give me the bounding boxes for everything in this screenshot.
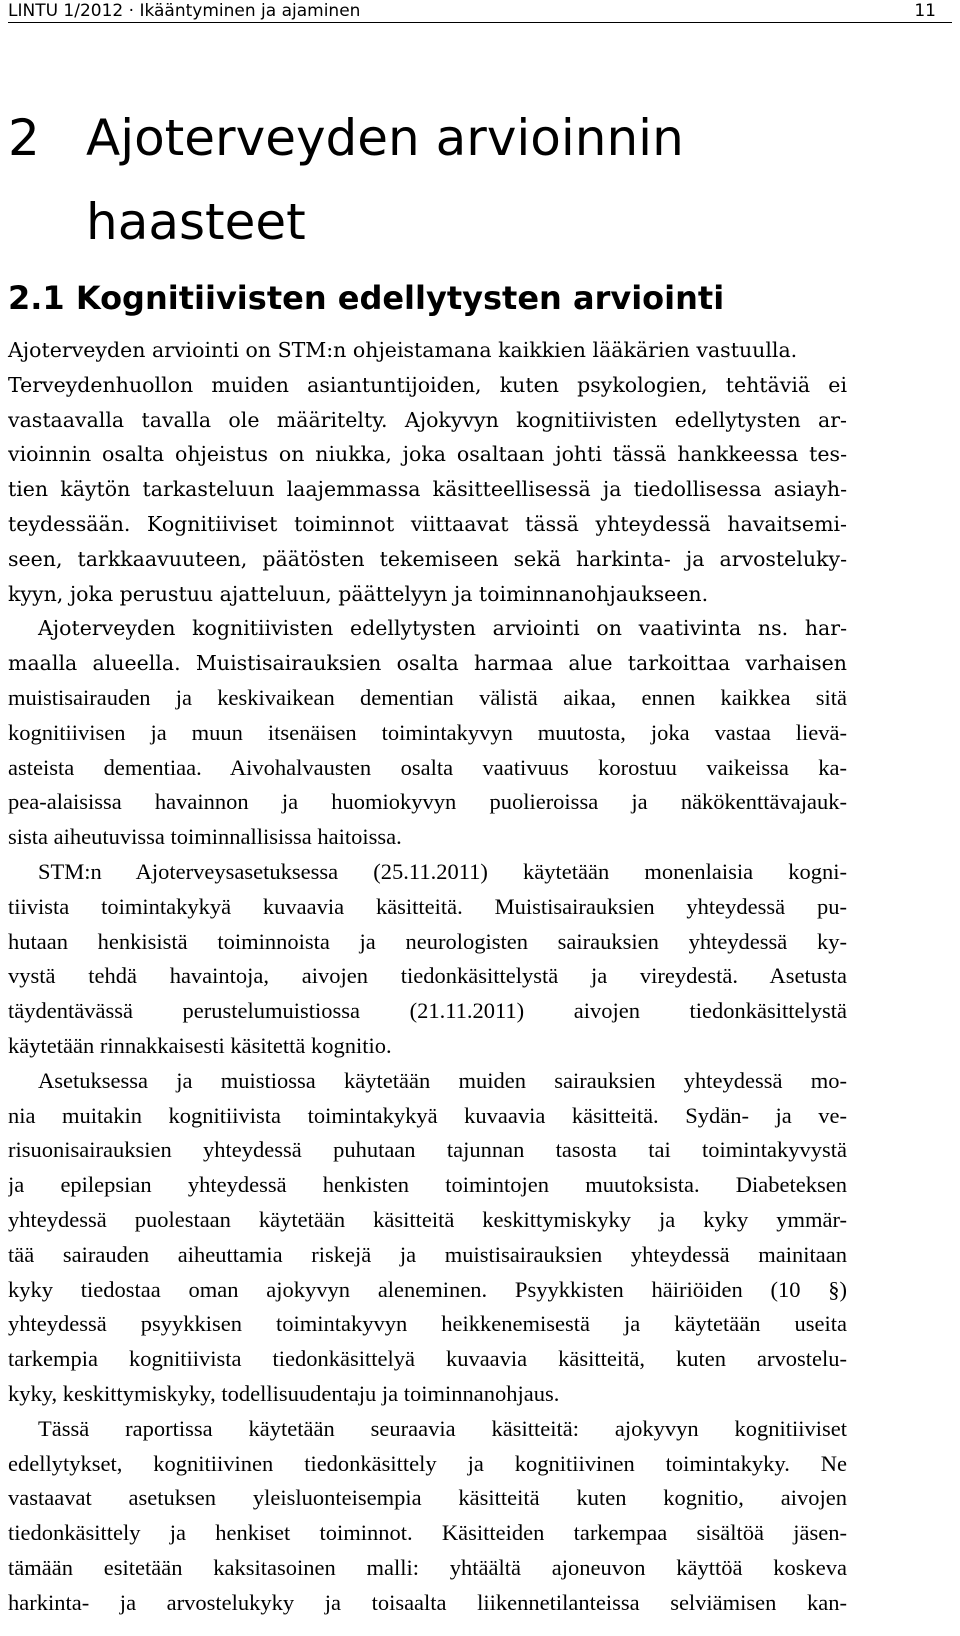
- body-line: kyyn, joka perustuu ajatteluun, päättelyyn ja toiminnanohjaukseen.: [8, 581, 709, 606]
- body-line: tien käytön tarkasteluun laajemmassa käsitteellisessä ja tiedollisessa asiayh-: [8, 477, 847, 502]
- running-header: [8, 0, 952, 23]
- body-line: vastaavalla tavalla ole määritelty. Ajokyvyn kognitiivisten edellytysten ar-: [8, 407, 847, 432]
- chapter-number: 2: [8, 109, 40, 167]
- page-number: 11: [914, 1, 936, 21]
- chapter-title-line-2: haasteet: [86, 193, 306, 251]
- chapter-title-line-1: Ajoterveyden arvioinnin: [86, 109, 684, 167]
- body-line: pea-alaisissa havainnon ja huomiokyvyn puolieroissa ja näkökenttävajauk-: [8, 789, 847, 815]
- body-line: edellytykset, kognitiivinen tiedonkäsittely ja kognitiivinen toimintakyky. Ne: [8, 1450, 847, 1476]
- body-text: [8, 333, 847, 1620]
- body-line: täydentävässä perustelumuistiossa (21.11.2011) aivojen tiedonkäsittelystä: [8, 998, 847, 1024]
- body-line: asteista dementiaa. Aivohalvausten osalta vaativuus korostuu vaikeissa ka-: [8, 754, 847, 780]
- body-line: sista aiheutuvissa toiminnallisissa haitoissa.: [8, 824, 402, 850]
- body-line: Ajoterveyden kognitiivisten edellytysten arviointi on vaativinta ns. har-: [38, 616, 847, 641]
- section-heading: 2.1 Kognitiivisten edellytysten arviointi: [8, 279, 725, 317]
- body-line: kyky tiedostaa oman ajokyvyn aleneminen. Psyykkisten häiriöiden (10 §): [8, 1276, 847, 1302]
- chapter-title: [86, 96, 906, 264]
- body-line: Asetuksessa ja muistiossa käytetään muiden sairauksien yhteydessä mo-: [38, 1067, 847, 1093]
- body-line: vastaavat asetuksen yleisluonteisempia käsitteitä kuten kognitio, aivojen: [8, 1485, 847, 1511]
- body-line: Tässä raportissa käytetään seuraavia käsitteitä: ajokyvyn kognitiiviset: [38, 1415, 847, 1441]
- body-line: vystä tehdä havaintoja, aivojen tiedonkäsittelystä ja vireydestä. Asetusta: [8, 963, 847, 989]
- body-line: nia muitakin kognitiivista toimintakykyä kuvaavia käsitteitä. Sydän- ja ve-: [8, 1102, 847, 1128]
- body-line: STM:n Ajoterveysasetuksessa (25.11.2011) käytetään monenlaisia kogni-: [38, 858, 847, 884]
- body-line: tiivista toimintakykyä kuvaavia käsitteitä. Muistisairauksien yhteydessä pu-: [8, 893, 847, 919]
- running-title: LINTU 1/2012 · Ikääntyminen ja ajaminen: [8, 1, 361, 21]
- body-line: teydessään. Kognitiiviset toiminnot viittaavat tässä yhteydessä havaitsemi-: [8, 511, 847, 536]
- body-line: vioinnin osalta ohjeistus on niukka, joka osaltaan johti tässä hankkeessa tes-: [8, 442, 847, 467]
- body-line: harkinta- ja arvostelukyky ja toisaalta liikennetilanteissa selviämisen kan-: [8, 1589, 847, 1615]
- body-line: Terveydenhuollon muiden asiantuntijoiden, kuten psykologien, tehtäviä ei: [8, 372, 847, 397]
- body-line: tiedonkäsittely ja henkiset toiminnot. Käsitteiden tarkempaa sisältöä jäsen-: [8, 1520, 847, 1546]
- body-line: muistisairauden ja keskivaikean dementian välistä aikaa, ennen kaikkea sitä: [8, 684, 847, 710]
- body-line: käytetään rinnakkaisesti käsitettä kognitio.: [8, 1032, 392, 1058]
- body-line: hutaan henkisistä toiminnoista ja neurologisten sairauksien yhteydessä ky-: [8, 928, 847, 954]
- body-line: tää sairauden aiheuttamia riskejä ja muistisairauksien yhteydessä mainitaan: [8, 1241, 847, 1267]
- body-line: tämään esitetään kaksitasoinen malli: yhtäältä ajoneuvon käyttöä koskeva: [8, 1554, 847, 1580]
- body-line: Ajoterveyden arviointi on STM:n ohjeistamana kaikkien lääkärien vastuulla.: [8, 338, 798, 362]
- body-line: yhteydessä puolestaan käytetään käsitteitä keskittymiskyky ja kyky ymmär-: [8, 1206, 847, 1232]
- body-line: seen, tarkkaavuuteen, päätösten tekemiseen sekä harkinta- ja arvosteluky-: [8, 546, 847, 571]
- body-line: risuonisairauksien yhteydessä puhutaan tajunnan tasosta tai toimintakyvystä: [8, 1137, 847, 1163]
- body-line: yhteydessä psyykkisen toimintakyvyn heikkenemisestä ja käytetään useita: [8, 1311, 847, 1337]
- body-line: kyky, keskittymiskyky, todellisuudentaju ja toiminnanohjaus.: [8, 1380, 560, 1406]
- body-line: ja epilepsian yhteydessä henkisten toimintojen muutoksista. Diabeteksen: [8, 1172, 847, 1198]
- body-line: tarkempia kognitiivista tiedonkäsittelyä kuvaavia käsitteitä, kuten arvostelu-: [8, 1346, 847, 1372]
- body-line: kognitiivisen ja muun itsenäisen toimintakyvyn muutosta, joka vastaa lievä-: [8, 719, 847, 745]
- body-line: maalla alueella. Muistisairauksien osalta harmaa alue tarkoittaa varhaisen: [8, 651, 847, 676]
